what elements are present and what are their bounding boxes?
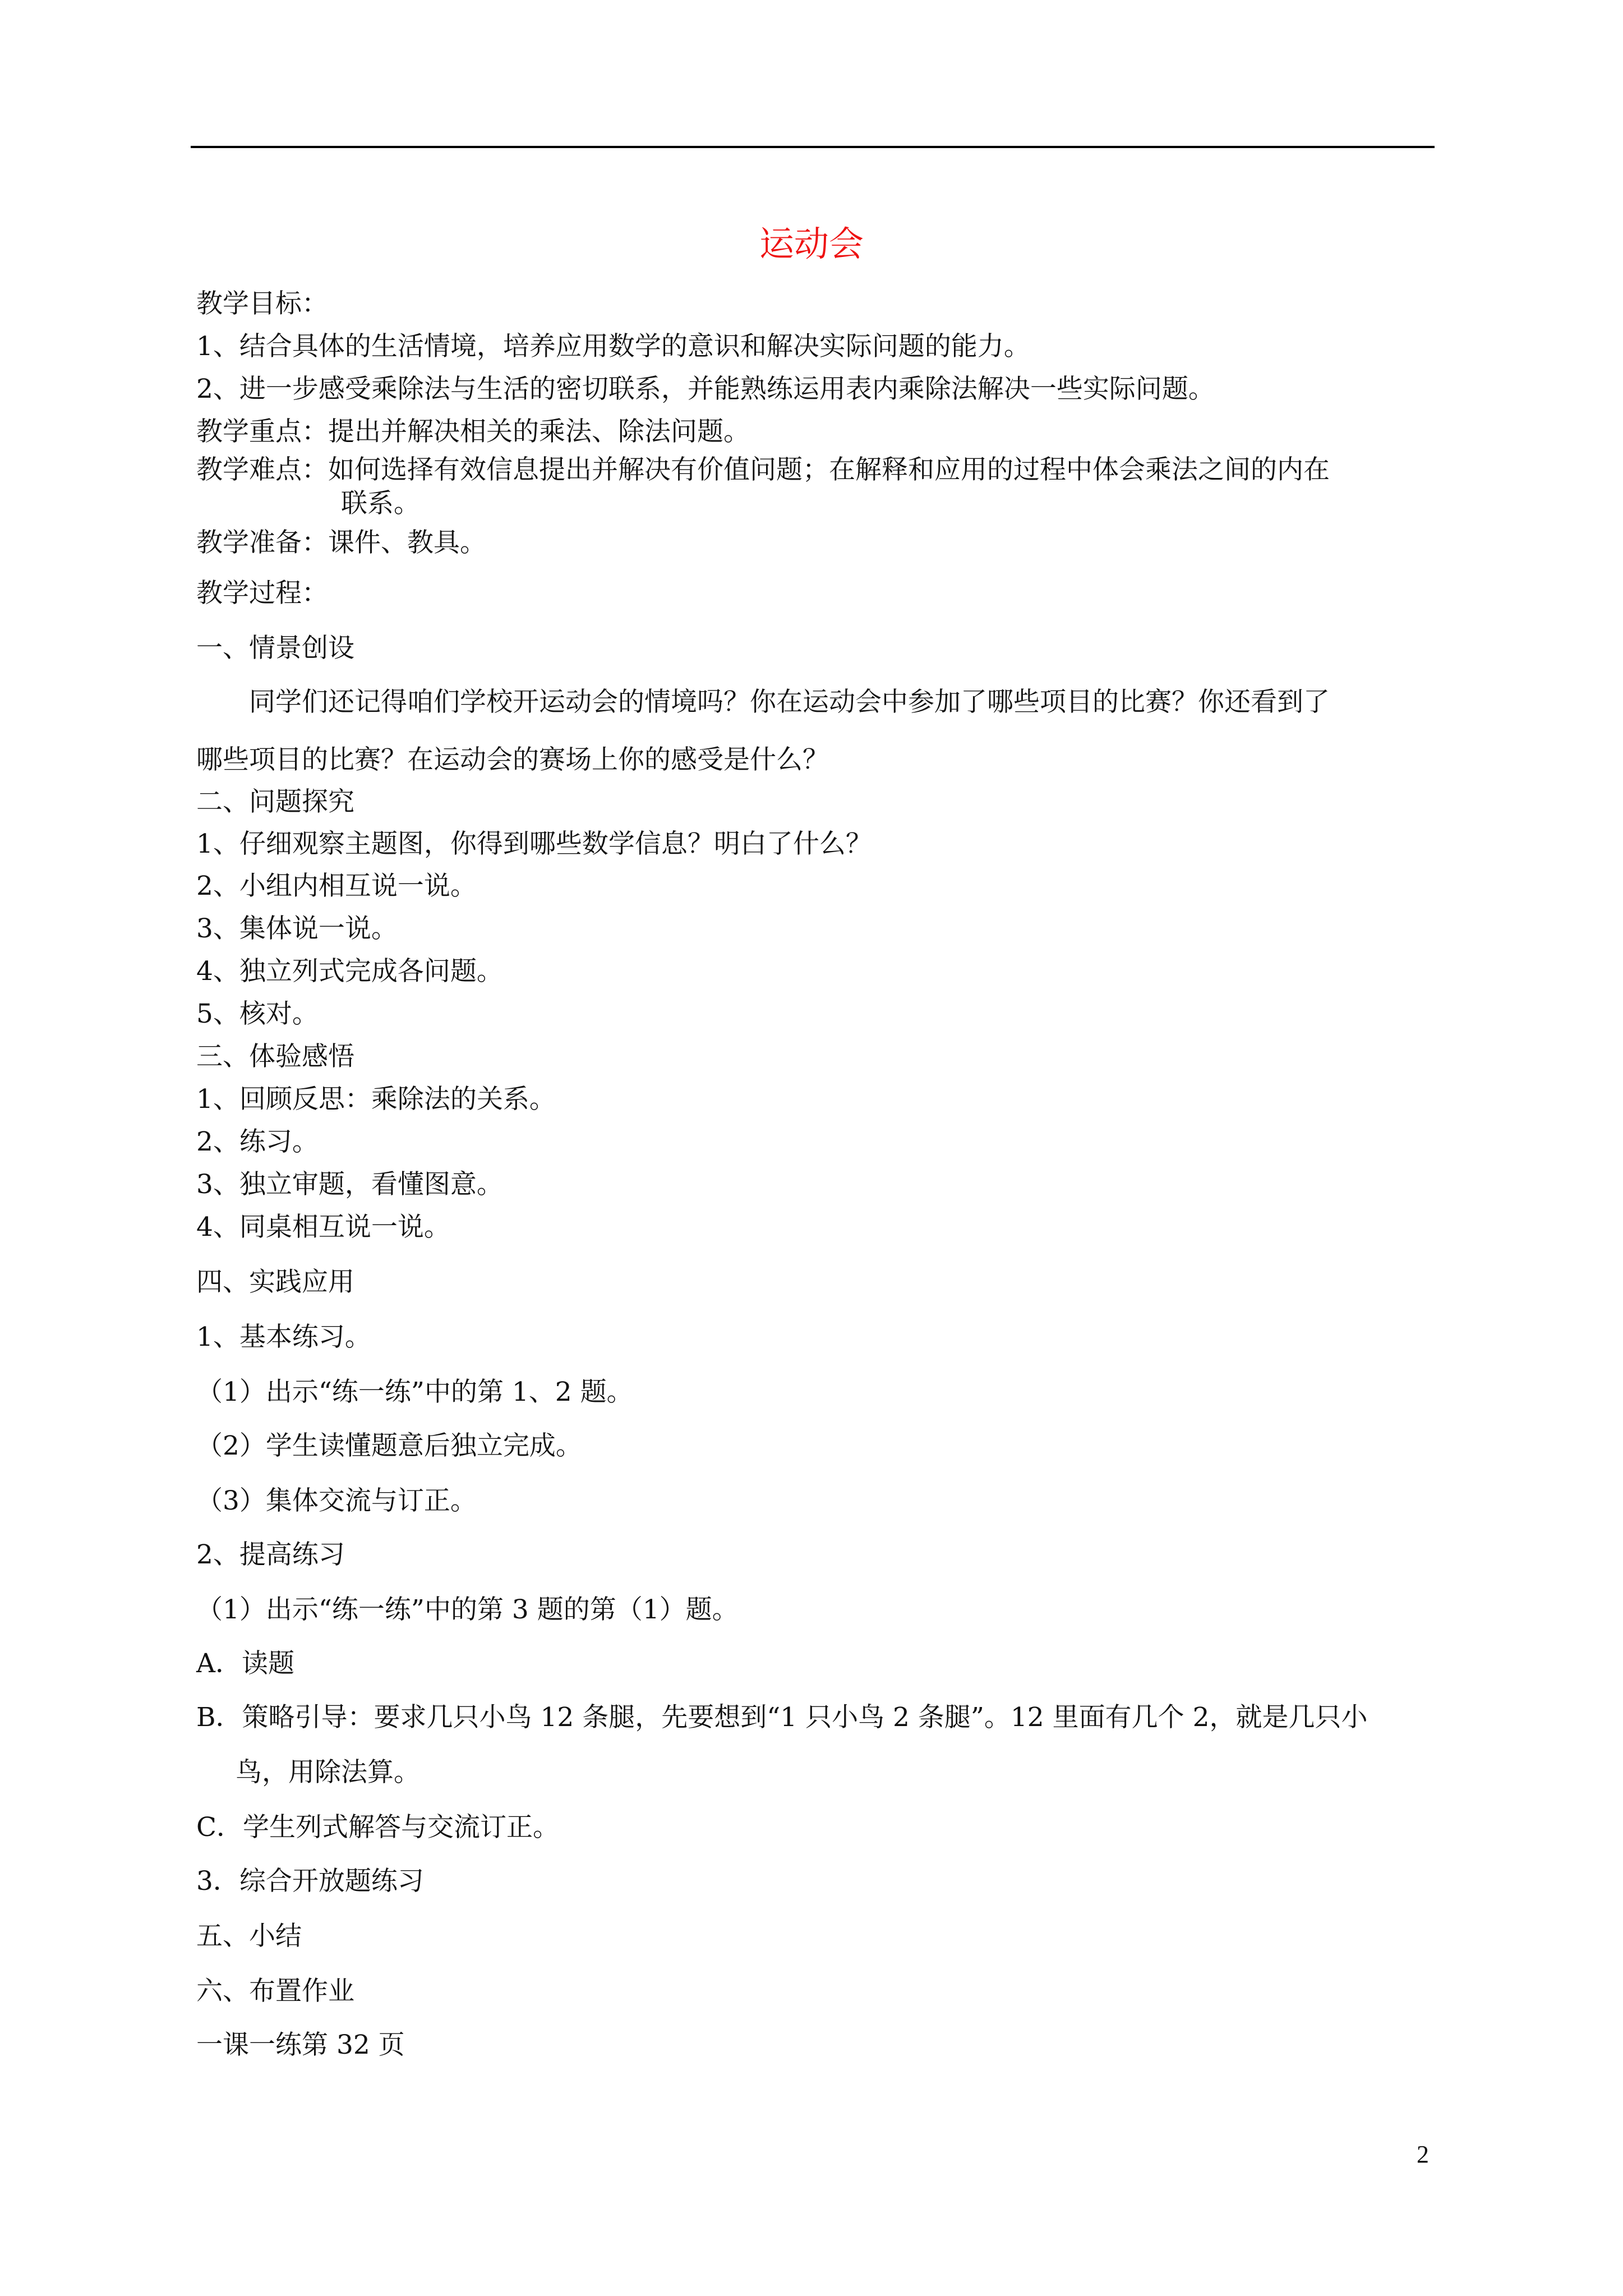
text-line: 5、核对。: [196, 999, 319, 1029]
section-heading: 四、实践应用: [196, 1267, 354, 1297]
text-line: （3）集体交流与订正。: [196, 1485, 477, 1516]
text-line: 3、独立审题，看懂图意。: [196, 1169, 503, 1200]
text-line: 教学难点：如何选择有效信息提出并解决有价值问题；在解释和应用的过程中体会乘法之间的内在: [196, 454, 1330, 485]
text-line: A．读题: [196, 1648, 294, 1679]
text-line: 联系。: [341, 488, 420, 519]
text-line: 4、独立列式完成各问题。: [196, 956, 503, 987]
text-line: 3．综合开放题练习: [196, 1866, 424, 1897]
text-line: （2）学生读懂题意后独立完成。: [196, 1430, 582, 1461]
section-heading: 六、布置作业: [196, 1976, 354, 2007]
text-line: 鸟，用除法算。: [236, 1757, 420, 1788]
section-heading: 二、问题探究: [196, 786, 354, 817]
page-number: 2: [1417, 2141, 1429, 2168]
text-line: 教学过程：: [196, 578, 328, 609]
text-line: 教学重点：提出并解决相关的乘法、除法问题。: [196, 416, 750, 447]
text-line: 1、基本练习。: [196, 1322, 371, 1352]
section-heading: 一、情景创设: [196, 633, 354, 664]
text-line: （1）出示“练一练”中的第 3 题的第（1）题。: [196, 1594, 739, 1625]
text-line: 哪些项目的比赛？在运动会的赛场上你的感受是什么？: [196, 744, 829, 775]
text-line: 教学准备：课件、教具。: [196, 527, 486, 558]
text-line: 2、提高练习: [196, 1539, 345, 1570]
text-line: 1、回顾反思：乘除法的关系。: [196, 1084, 556, 1115]
text-line: 1、结合具体的生活情境，培养应用数学的意识和解决实际问题的能力。: [196, 331, 1030, 362]
header-rule: [191, 146, 1435, 148]
text-line: 4、同桌相互说一说。: [196, 1212, 450, 1243]
text-line: （1）出示“练一练”中的第 1、2 题。: [196, 1377, 633, 1407]
text-line: B．策略引导：要求几只小鸟 12 条腿，先要想到“1 只小鸟 2 条腿”。12 里面有几个 2，就是几只小: [196, 1702, 1368, 1733]
text-line: 2、进一步感受乘除法与生活的密切联系，并能熟练运用表内乘除法解决一些实际问题。: [196, 374, 1215, 404]
text-line: 教学目标：: [196, 288, 328, 319]
text-line: 1、仔细观察主题图，你得到哪些数学信息？明白了什么？: [196, 829, 872, 859]
text-line: 同学们还记得咱们学校开运动会的情境吗？你在运动会中参加了哪些项目的比赛？你还看到了: [249, 687, 1330, 717]
document-title: 运动会: [759, 223, 864, 264]
text-line: C．学生列式解答与交流订正。: [196, 1812, 559, 1843]
text-line: 2、小组内相互说一说。: [196, 871, 477, 901]
section-heading: 三、体验感悟: [196, 1041, 354, 1072]
section-heading: 五、小结: [196, 1921, 302, 1952]
text-line: 3、集体说一说。: [196, 913, 398, 944]
text-line: 一课一练第 32 页: [196, 2030, 405, 2060]
text-line: 2、练习。: [196, 1126, 319, 1157]
